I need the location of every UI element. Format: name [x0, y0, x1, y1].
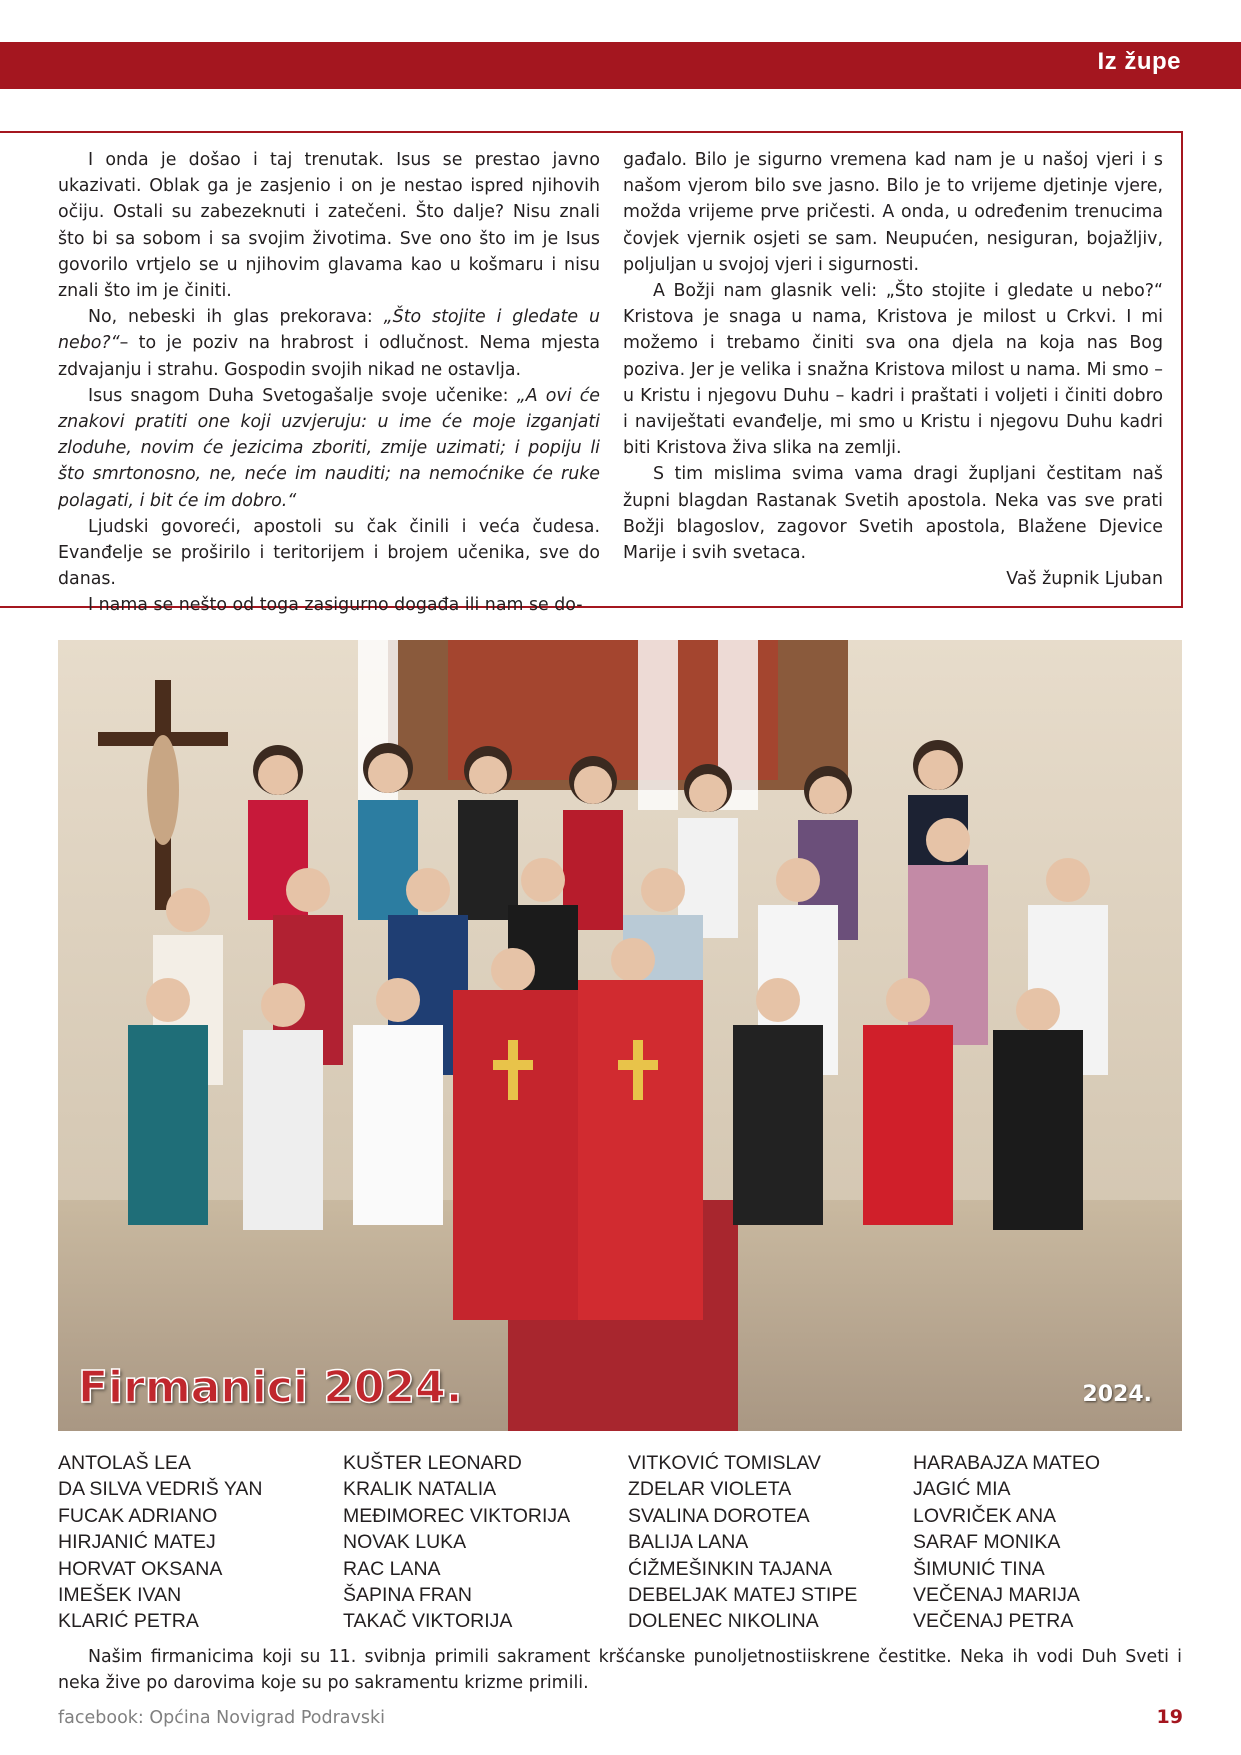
confirmand-name: KRALIK NATALIA: [343, 1478, 497, 1501]
confirmand-name: MEĐIMOREC VIKTORIJA: [343, 1504, 571, 1527]
confirmand-name: VITKOVIĆ TOMISLAV: [628, 1452, 821, 1474]
article-paragraph: [623, 461, 1163, 566]
confirmand-name: VEČENAJ PETRA: [913, 1610, 1074, 1633]
section-title: Iz župe: [1097, 48, 1181, 75]
article-paragraph: [58, 147, 600, 304]
paragraph-text: I nama se nešto od toga zasigurno događa ili nam se do-: [88, 595, 583, 616]
article-paragraph: [623, 147, 1163, 278]
paragraph-text: S tim mislima svima vama dragi župljani čestitam naš župni blagdan Rastanak Svetih apostola. Neka vas sve prati Božji blagoslov, zagovor Svetih apostola, Blažene Djevice Marije i svih svetaca.: [623, 464, 1163, 564]
confirmand-name: RAC LANA: [343, 1557, 441, 1580]
confirmand-name: DEBELJAK MATEJ STIPE: [628, 1584, 858, 1607]
confirmand-name: DOLENEC NIKOLINA: [628, 1610, 819, 1633]
paragraph-text: Ljudski govoreći, apostoli su čak činili i veća čudesa. Evanđelje se proširilo i teritorijem i brojem učenika, sve do danas.: [58, 516, 600, 590]
photo-caption: Firmanici 2024.: [78, 1362, 463, 1413]
footer-source: facebook: Općina Novigrad Podravski: [58, 1708, 385, 1728]
paragraph-text: No, nebeski ih glas prekorava:: [88, 307, 384, 328]
article-column-right: [623, 147, 1163, 592]
paragraph-text: – to je poziv na hrabrost i odlučnost. Nema mjesta zdvajanju i strahu. Gospodin svojih nikad ne ostavlja.: [58, 333, 600, 380]
paragraph-text: gađalo. Bilo je sigurno vremena kad nam je u našoj vjeri i s našom vjerom bilo sve jasno. Bilo je to vrijeme djetinje vjere, možda vrijeme prve pričesti. A onda, u određenim trenucima čovjek vjernik osjeti se sam. Neupućen, nesiguran, bojažljiv, poljuljan u svojoj vjeri i sigurnosti.: [623, 150, 1163, 275]
article-paragraph: [58, 304, 600, 383]
confirmand-name: ZDELAR VIOLETA: [628, 1478, 792, 1501]
confirmand-name: SARAF MONIKA: [913, 1531, 1061, 1554]
confirmand-name: VEČENAJ MARIJA: [913, 1584, 1080, 1607]
closing-paragraph: [58, 1644, 1182, 1696]
confirmand-name: HARABAJZA MATEO: [913, 1452, 1101, 1474]
page-number: 19: [1156, 1706, 1183, 1728]
confirmand-name: IMEŠEK IVAN: [58, 1584, 182, 1607]
confirmand-name: NOVAK LUKA: [343, 1531, 467, 1554]
confirmand-name: ANTOLAŠ LEA: [58, 1452, 191, 1474]
confirmand-names: [58, 1450, 1182, 1635]
confirmand-name: HIRJANIĆ MATEJ: [58, 1531, 216, 1554]
confirmand-name: KUŠTER LEONARD: [343, 1452, 522, 1474]
confirmand-name: FUCAK ADRIANO: [58, 1504, 218, 1527]
names-column: [58, 1450, 343, 1635]
confirmand-name: LOVRIČEK ANA: [913, 1504, 1057, 1527]
article-paragraph: [623, 278, 1163, 461]
paragraph-text: A Božji nam glasnik veli: „Što stojite i gledate u nebo?“ Kristova je snaga u nama, Kristova je milost u Crkvi. I mi možemo i trebamo činiti sva ona djela na koja nas Bog poziva. Jer je velika i snažna Kristova milost u nama. Mi smo – u Kristu i njegovu Duhu – kadri i praštati i voljeti i činiti dobro i naviještati evanđelje, mi smo u Kristu i njegovu Duhu kadri biti Kristova živa slika na zemlji.: [623, 281, 1163, 459]
confirmand-name: HORVAT OKSANA: [58, 1557, 223, 1580]
article-paragraph: [58, 514, 600, 593]
group-photo: [58, 640, 1182, 1431]
article-paragraph: [58, 592, 600, 618]
article-box: [0, 131, 1183, 616]
scripture-quote: „A ovi će znakovi pratiti one koji uzvjeruju: u ime će moje izganjati zloduhe, novim će jezicima zboriti, zmije uzimati; i popiju li što smrtonosno, ne, neće im nauditi; na nemoćnike će ruke polagati, i bit će im dobro.“: [58, 385, 600, 511]
confirmand-name: ŠAPINA FRAN: [343, 1584, 472, 1607]
confirmand-name: ĆIŽMEŠINKIN TAJANA: [628, 1557, 833, 1580]
article-paragraph: [58, 383, 600, 514]
paragraph-text: Isus snagom Duha Svetogašalje svoje učenike:: [88, 385, 517, 406]
confirmand-name: DA SILVA VEDRIŠ YAN: [58, 1478, 263, 1501]
article-column-left: [58, 147, 600, 619]
names-column: [913, 1450, 1182, 1635]
confirmand-name: KLARIĆ PETRA: [58, 1610, 199, 1633]
confirmand-name: JAGIĆ MIA: [913, 1478, 1011, 1501]
confirmand-name: ŠIMUNIĆ TINA: [913, 1557, 1045, 1580]
confirmand-name: SVALINA DOROTEA: [628, 1504, 810, 1527]
closing-text: Našim firmanicima koji su 11. svibnja primili sakrament kršćanske punoljetnostiiskrene čestitke. Neka ih vodi Duh Sveti i neka žive po darovima koje su po sakramentu krizme primili.: [58, 1647, 1182, 1694]
names-column: [628, 1450, 913, 1635]
signature: Vaš župnik Ljuban: [1006, 569, 1163, 590]
paragraph-text: I onda je došao i taj trenutak. Isus se prestao javno ukazivati. Oblak ga je zasjenio i on je nestao ispred njihovih očiju. Ostali su zabezeknuti i zatečeni. Što dalje? Nisu znali što bi sa sobom i sa svojim životima. Sve ono što im je Isus govorilo vrtjelo se u njihovim glavama kao u košmaru i nisu znali što im je činiti.: [58, 150, 600, 302]
section-header-bar: [0, 42, 1241, 89]
scripture-quote: „Što stojite i gledate u nebo?“: [58, 307, 600, 354]
names-column: [343, 1450, 628, 1635]
photo-year-stamp: 2024.: [1082, 1382, 1152, 1407]
confirmand-name: BALIJA LANA: [628, 1531, 749, 1554]
confirmand-name: TAKAČ VIKTORIJA: [343, 1610, 513, 1633]
group-photo-image: [58, 640, 1182, 1431]
